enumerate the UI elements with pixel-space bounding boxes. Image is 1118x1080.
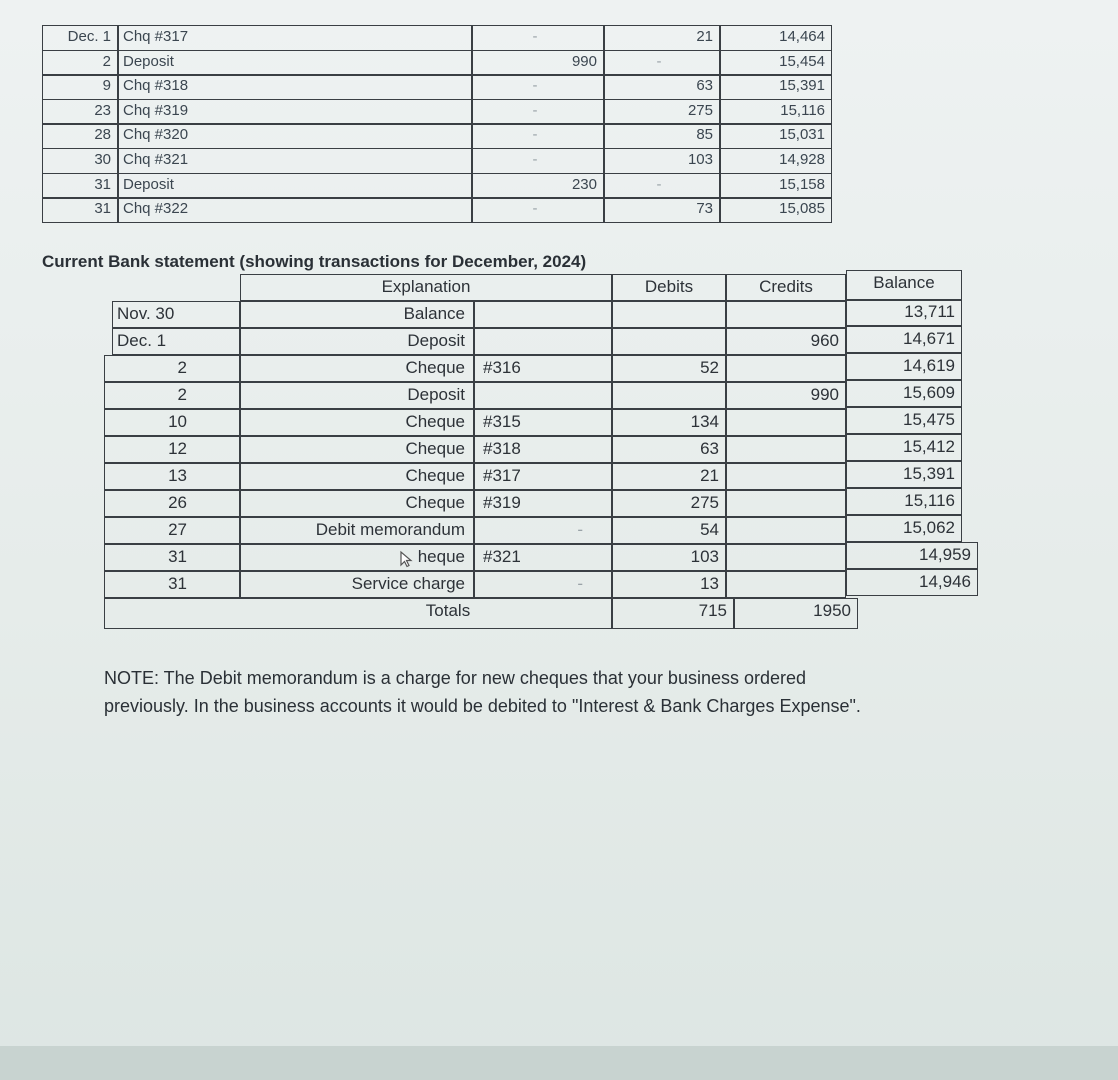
cb-debit-cell: 990 — [472, 50, 604, 76]
cb-description-cell: Chq #317 — [118, 25, 472, 51]
cb-description-cell: Chq #318 — [118, 74, 472, 100]
cb-debit-cell: - — [472, 123, 604, 149]
bs-cheque-number-cell: #321 — [474, 544, 612, 571]
totals-debits-cell: 715 — [612, 598, 734, 629]
bs-date-cell: 13 — [104, 463, 240, 490]
cb-date-cell: 28 — [42, 123, 118, 149]
bs-debit-cell — [612, 328, 726, 355]
bs-credit-cell — [726, 517, 846, 544]
cb-balance-cell: 14,928 — [720, 148, 832, 174]
bs-balance-cell: 14,946 — [846, 569, 978, 596]
bs-explanation-cell: Deposit — [240, 328, 474, 355]
note-paragraph: NOTE: The Debit memorandum is a charge for new cheques that your business ordered previously. In the business accounts it would be debited to "Interest & Bank Charges Expense". — [104, 668, 861, 716]
bs-explanation-cell: Cheque — [240, 436, 474, 463]
cb-balance-cell: 15,158 — [720, 173, 832, 199]
cb-credit-cell: 103 — [604, 148, 720, 174]
bs-explanation-cell: Cheque — [240, 463, 474, 490]
bs-credit-cell — [726, 436, 846, 463]
cb-description-cell: Chq #320 — [118, 123, 472, 149]
cb-balance-cell: 15,031 — [720, 123, 832, 149]
bs-credit-cell — [726, 544, 846, 571]
bs-dash-cell: - — [474, 571, 612, 598]
bs-explanation-cell: Deposit — [240, 382, 474, 409]
bs-credit-cell — [726, 490, 846, 517]
bs-credit-cell — [726, 571, 846, 598]
bs-explanation-cell: heque — [240, 544, 474, 571]
bs-blank-cell — [474, 328, 612, 355]
bs-balance-cell: 13,711 — [846, 299, 962, 326]
bs-cheque-number-cell: #319 — [474, 490, 612, 517]
bs-explanation-cell: Cheque — [240, 409, 474, 436]
bs-date-cell: 27 — [104, 517, 240, 544]
bs-date-cell: 31 — [104, 544, 240, 571]
cb-credit-cell: 275 — [604, 99, 720, 125]
cb-date-cell: 31 — [42, 197, 118, 223]
bs-explanation-cell: Balance — [240, 301, 474, 328]
cb-credit-cell: - — [604, 50, 720, 76]
bs-debit-cell: 52 — [612, 355, 726, 382]
bs-balance-cell: 15,475 — [846, 407, 962, 434]
cb-debit-cell: - — [472, 74, 604, 100]
bs-debit-cell: 13 — [612, 571, 726, 598]
bs-balance-cell: 15,412 — [846, 434, 962, 461]
cb-description-cell: Deposit — [118, 50, 472, 76]
bs-credit-cell: 990 — [726, 382, 846, 409]
bs-cheque-number-cell: #318 — [474, 436, 612, 463]
explanation-header: Explanation — [240, 274, 612, 301]
screen-bottom-edge — [0, 1046, 1118, 1080]
cb-description-cell: Chq #319 — [118, 99, 472, 125]
totals-label-cell: Totals — [104, 598, 612, 629]
bs-debit-cell — [612, 301, 726, 328]
bs-blank-cell — [474, 382, 612, 409]
cb-date-cell: Dec. 1 — [42, 25, 118, 51]
cb-credit-cell: 85 — [604, 123, 720, 149]
bs-credit-cell — [726, 463, 846, 490]
bs-date-cell: 2 — [104, 382, 240, 409]
cb-description-cell: Chq #321 — [118, 148, 472, 174]
cb-credit-cell: 63 — [604, 74, 720, 100]
bs-debit-cell: 103 — [612, 544, 726, 571]
bs-explanation-cell: Debit memorandum — [240, 517, 474, 544]
bs-blank-cell — [474, 301, 612, 328]
cb-debit-cell: - — [472, 197, 604, 223]
bs-balance-cell: 15,391 — [846, 461, 962, 488]
cb-debit-cell: - — [472, 148, 604, 174]
bs-date-cell: Nov. 30 — [112, 301, 240, 328]
cb-balance-cell: 15,391 — [720, 74, 832, 100]
debits-header: Debits — [612, 274, 726, 301]
bs-date-cell: 2 — [104, 355, 240, 382]
bs-cheque-number-cell: #315 — [474, 409, 612, 436]
credits-header: Credits — [726, 274, 846, 301]
cursor-icon — [398, 550, 416, 568]
bs-debit-cell: 63 — [612, 436, 726, 463]
cb-description-cell: Deposit — [118, 173, 472, 199]
cb-balance-cell: 15,454 — [720, 50, 832, 76]
cb-debit-cell: 230 — [472, 173, 604, 199]
cb-balance-cell: 14,464 — [720, 25, 832, 51]
cb-date-cell: 23 — [42, 99, 118, 125]
bs-credit-cell — [726, 355, 846, 382]
bs-explanation-cell: Service charge — [240, 571, 474, 598]
bs-balance-cell: 15,609 — [846, 380, 962, 407]
bs-balance-cell: 15,062 — [846, 515, 962, 542]
bs-date-cell: 26 — [104, 490, 240, 517]
bs-balance-cell: 15,116 — [846, 488, 962, 515]
bs-dash-cell: - — [474, 517, 612, 544]
bs-balance-cell: 14,959 — [846, 542, 978, 569]
bs-credit-cell — [726, 409, 846, 436]
bs-date-cell: 10 — [104, 409, 240, 436]
cb-debit-cell: - — [472, 25, 604, 51]
cb-credit-cell: 21 — [604, 25, 720, 51]
bank-statement-title: Current Bank statement (showing transactions for December, 2024) — [42, 252, 587, 271]
balance-header: Balance — [846, 270, 962, 301]
bs-credit-cell: 960 — [726, 328, 846, 355]
cb-description-cell: Chq #322 — [118, 197, 472, 223]
totals-credits-cell: 1950 — [734, 598, 858, 629]
cb-date-cell: 2 — [42, 50, 118, 76]
cb-credit-cell: - — [604, 173, 720, 199]
bs-explanation-cell: Cheque — [240, 490, 474, 517]
bs-date-cell: 12 — [104, 436, 240, 463]
cb-debit-cell: - — [472, 99, 604, 125]
bs-explanation-cell: Cheque — [240, 355, 474, 382]
cb-date-cell: 31 — [42, 173, 118, 199]
cb-credit-cell: 73 — [604, 197, 720, 223]
bs-debit-cell: 275 — [612, 490, 726, 517]
bs-cheque-number-cell: #316 — [474, 355, 612, 382]
bs-balance-cell: 14,619 — [846, 353, 962, 380]
cb-date-cell: 30 — [42, 148, 118, 174]
cb-date-cell: 9 — [42, 74, 118, 100]
cb-balance-cell: 15,085 — [720, 197, 832, 223]
bs-balance-cell: 14,671 — [846, 326, 962, 353]
bs-cheque-number-cell: #317 — [474, 463, 612, 490]
bs-debit-cell — [612, 382, 726, 409]
bs-credit-cell — [726, 301, 846, 328]
bs-debit-cell: 54 — [612, 517, 726, 544]
bs-date-cell: Dec. 1 — [112, 328, 240, 355]
bs-date-cell: 31 — [104, 571, 240, 598]
bs-debit-cell: 134 — [612, 409, 726, 436]
bs-debit-cell: 21 — [612, 463, 726, 490]
cb-balance-cell: 15,116 — [720, 99, 832, 125]
